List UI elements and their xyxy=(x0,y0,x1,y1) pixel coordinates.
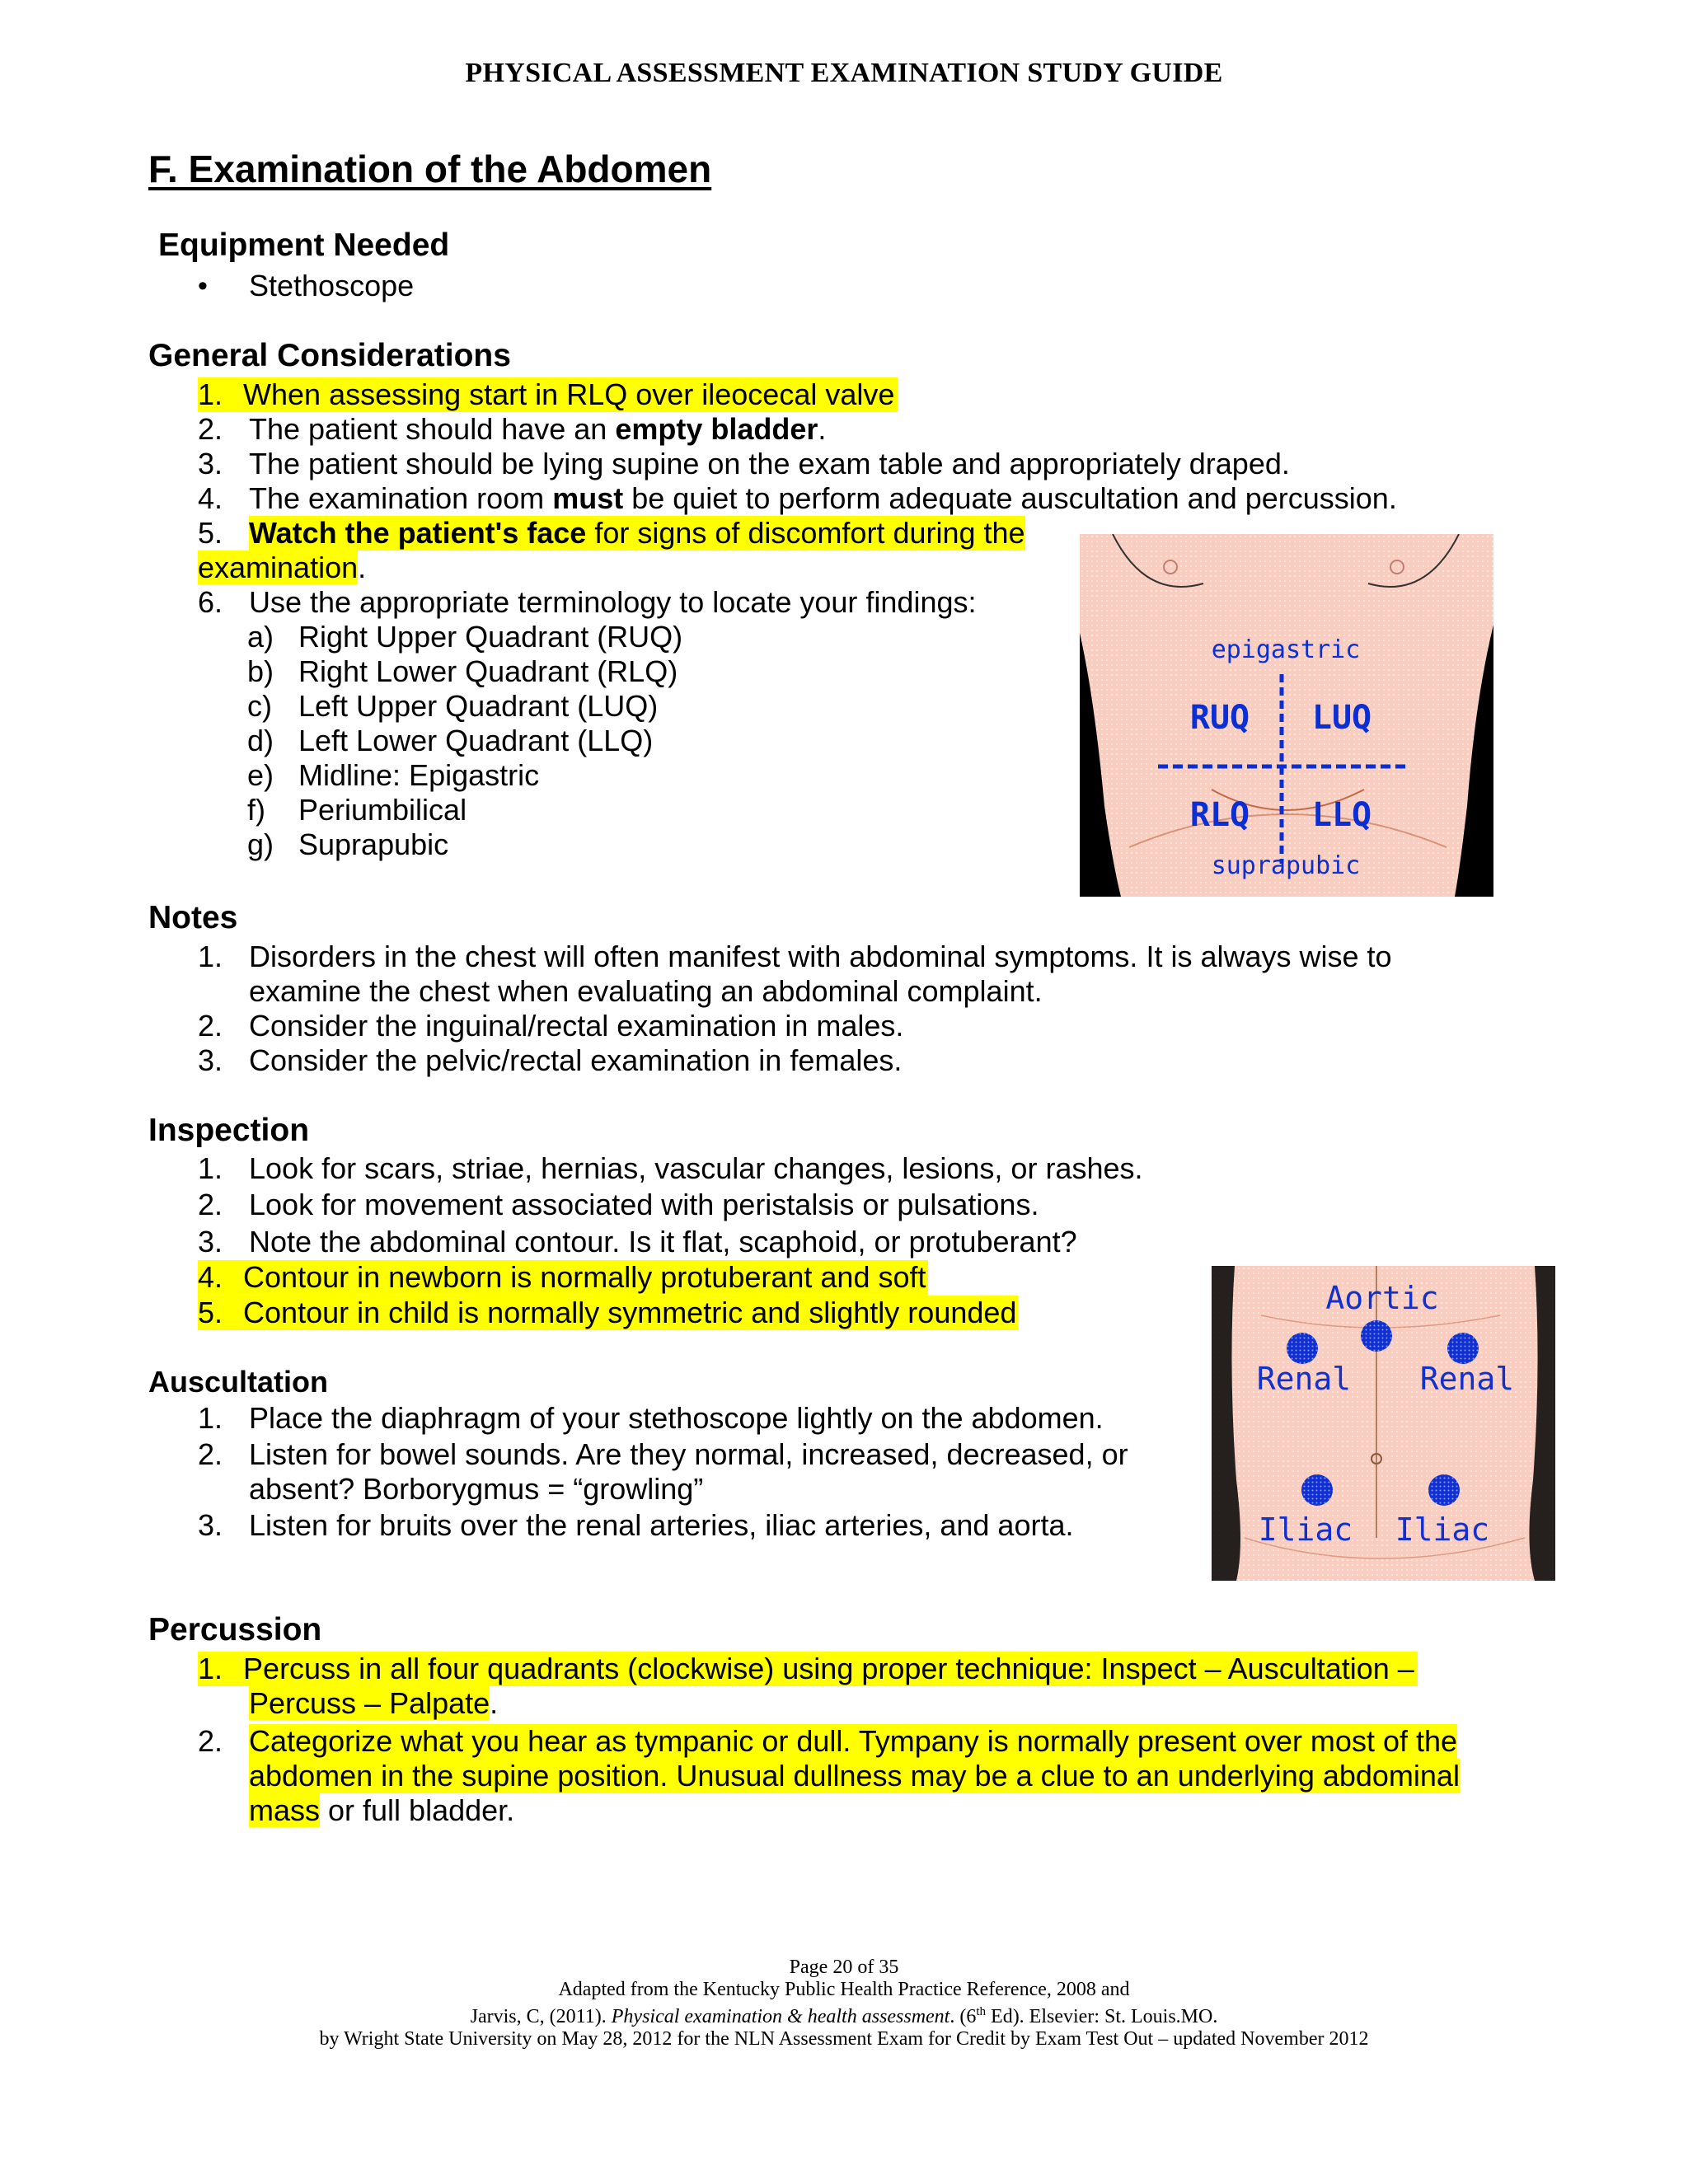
sublist-letter: b) xyxy=(247,654,274,688)
inspection-item-3: Note the abdominal contour. Is it flat, scaphoid, or protuberant? xyxy=(249,1225,1077,1258)
inspection-heading: Inspection xyxy=(148,1113,310,1148)
item-number: 6. xyxy=(198,585,223,619)
renal-right-site-marker xyxy=(1447,1333,1479,1364)
sublist-letter: c) xyxy=(247,689,272,723)
label-iliac-right: Iliac xyxy=(1395,1511,1490,1548)
label-aortic: Aortic xyxy=(1325,1280,1439,1316)
label-ruq: RUQ xyxy=(1189,699,1250,737)
label-renal-left: Renal xyxy=(1256,1361,1352,1397)
item-number: 3. xyxy=(198,1508,223,1542)
general-item-2 xyxy=(249,412,826,447)
item-text: or full bladder. xyxy=(320,1793,515,1827)
percussion-item-2-cont: abdomen in the supine position. Unusual dullness may be a clue to an underlying abdominal xyxy=(249,1759,1460,1793)
item-text: The examination room xyxy=(249,481,553,515)
item-number: 4. xyxy=(198,1260,223,1294)
item-number: 4. xyxy=(198,481,223,515)
inspection-item-4 xyxy=(198,1260,928,1295)
sublist-letter: d) xyxy=(247,724,274,757)
citation-publisher: Ed). Elsevier: St. Louis.MO. xyxy=(986,2006,1218,2027)
bullet-icon: • xyxy=(198,270,208,302)
item-text: . xyxy=(358,551,367,584)
auscultation-item-2: Listen for bowel sounds. Are they normal, increased, decreased, or xyxy=(249,1437,1128,1471)
section-title: F. Examination of the Abdomen xyxy=(148,148,712,190)
item-text: . xyxy=(490,1686,499,1720)
label-rlq: RLQ xyxy=(1189,796,1250,834)
iliac-right-site-marker xyxy=(1428,1474,1460,1506)
item-number: 2. xyxy=(198,412,223,446)
iliac-left-site-marker xyxy=(1301,1474,1333,1506)
label-llq: LLQ xyxy=(1311,796,1372,834)
item-number: 3. xyxy=(198,1225,223,1258)
item-text: for signs of discomfort during the xyxy=(586,516,1025,550)
item-number: 1. xyxy=(198,1652,223,1685)
general-item-1 xyxy=(198,377,898,412)
auscultation-item-3: Listen for bruits over the renal arteries, iliac arteries, and aorta. xyxy=(249,1508,1074,1542)
aortic-site-marker xyxy=(1361,1320,1392,1352)
sublist-item: Right Lower Quadrant (RLQ) xyxy=(298,654,678,688)
item-number: 2. xyxy=(198,1188,223,1221)
notes-item-2: Consider the inguinal/rectal examination in males. xyxy=(249,1009,904,1043)
citation-edition: . (6 xyxy=(950,2006,977,2027)
footer-line-3: by Wright State University on May 28, 2012 for the NLN Assessment Exam for Credit by Exam Test Out – updated November 2012 xyxy=(319,2028,1369,2050)
item-text: When assessing start in RLQ over ileocecal valve xyxy=(243,377,895,411)
auscultation-item-1: Place the diaphragm of your stethoscope lightly on the abdomen. xyxy=(249,1401,1104,1435)
item-text: mass xyxy=(249,1793,321,1827)
item-number: 1. xyxy=(198,377,223,411)
label-suprapubic: suprapubic xyxy=(1211,851,1361,880)
item-text: be quiet to perform adequate auscultation and percussion. xyxy=(623,481,1397,515)
sublist-letter: e) xyxy=(247,758,274,792)
item-text: examination xyxy=(198,551,359,584)
item-text: Contour in child is normally symmetric and slightly rounded xyxy=(243,1296,1017,1329)
item-number: 5. xyxy=(198,1296,223,1329)
percussion-item-2: Categorize what you hear as tympanic or dull. Tympany is normally present over most of the xyxy=(249,1724,1458,1758)
notes-item-1-cont: examine the chest when evaluating an abdominal complaint. xyxy=(249,974,1043,1008)
sublist-item: Periumbilical xyxy=(298,793,467,827)
footer-line-2 xyxy=(0,2001,1688,2028)
percussion-item-1 xyxy=(198,1652,1418,1686)
sublist-item: Left Lower Quadrant (LLQ) xyxy=(298,724,654,757)
sublist-item: Left Upper Quadrant (LUQ) xyxy=(298,689,659,723)
citation-title: Physical examination & health assessment xyxy=(611,2006,950,2027)
item-number: 3. xyxy=(198,447,223,480)
general-item-5-cont xyxy=(198,551,366,585)
inspection-item-2: Look for movement associated with peristalsis or pulsations. xyxy=(249,1188,1039,1221)
item-text: Percuss in all four quadrants (clockwise) using proper technique: Inspect – Auscultation – xyxy=(243,1652,1414,1685)
notes-item-3: Consider the pelvic/rectal examination in females. xyxy=(249,1043,903,1077)
sublist-item: Right Upper Quadrant (RUQ) xyxy=(298,620,683,654)
label-iliac-left: Iliac xyxy=(1258,1511,1353,1548)
general-heading: General Considerations xyxy=(148,338,511,373)
sublist-letter: a) xyxy=(247,620,274,654)
general-item-4 xyxy=(249,481,1397,516)
general-item-3: The patient should be lying supine on the exam table and appropriately draped. xyxy=(249,447,1290,480)
page-number: Page 20 of 35 xyxy=(789,1957,899,1978)
item-text: The patient should have an xyxy=(249,412,616,446)
inspection-item-1: Look for scars, striae, hernias, vascular changes, lesions, or rashes. xyxy=(249,1151,1143,1185)
percussion-heading: Percussion xyxy=(148,1612,322,1647)
renal-left-site-marker xyxy=(1287,1333,1318,1364)
percussion-item-2-cont2 xyxy=(249,1793,514,1828)
sublist-item: Suprapubic xyxy=(298,827,449,861)
label-luq: LUQ xyxy=(1311,699,1372,737)
item-text: Contour in newborn is normally protuberant and soft xyxy=(243,1260,926,1294)
page-header: PHYSICAL ASSESSMENT EXAMINATION STUDY GUIDE xyxy=(465,58,1223,88)
item-text: . xyxy=(818,412,827,446)
item-number: 1. xyxy=(198,1151,223,1185)
inspection-item-5 xyxy=(198,1296,1018,1330)
equipment-heading: Equipment Needed xyxy=(158,227,450,263)
sublist-item: Midline: Epigastric xyxy=(298,758,540,792)
citation-sup: th xyxy=(976,2005,987,2018)
notes-heading: Notes xyxy=(148,900,238,935)
label-epigastric: epigastric xyxy=(1211,635,1361,664)
item-number: 1. xyxy=(198,1401,223,1435)
item-number: 5. xyxy=(198,516,223,550)
citation-author: Jarvis, C, (2011). xyxy=(470,2006,612,2027)
item-number: 3. xyxy=(198,1043,223,1077)
emphasis: Watch the patient's face xyxy=(249,516,587,550)
item-number: 2. xyxy=(198,1009,223,1043)
auscultation-heading: Auscultation xyxy=(148,1365,329,1399)
label-renal-right: Renal xyxy=(1419,1361,1515,1397)
abdominal-quadrants-figure xyxy=(1080,534,1493,897)
item-number: 2. xyxy=(198,1437,223,1471)
footer-line-1: Adapted from the Kentucky Public Health Practice Reference, 2008 and xyxy=(558,1979,1130,2000)
general-item-5 xyxy=(249,516,1025,551)
auscultation-item-2-cont: absent? Borborygmus = “growling” xyxy=(249,1472,704,1506)
sublist-letter: g) xyxy=(247,827,274,861)
sublist-letter: f) xyxy=(247,793,265,827)
item-text: Percuss – Palpate xyxy=(249,1686,490,1720)
notes-item-1: Disorders in the chest will often manifest with abdominal symptoms. It is always wise to xyxy=(249,940,1392,973)
item-number: 2. xyxy=(198,1724,223,1758)
general-item-6: Use the appropriate terminology to locate your findings: xyxy=(249,585,977,619)
percussion-item-1-cont xyxy=(249,1686,498,1721)
item-number: 1. xyxy=(198,940,223,973)
equipment-item: Stethoscope xyxy=(249,269,415,302)
auscultation-sites-figure xyxy=(1212,1266,1555,1581)
emphasis: must xyxy=(552,481,624,515)
footer xyxy=(0,1957,1688,2050)
emphasis: empty bladder xyxy=(615,412,818,446)
